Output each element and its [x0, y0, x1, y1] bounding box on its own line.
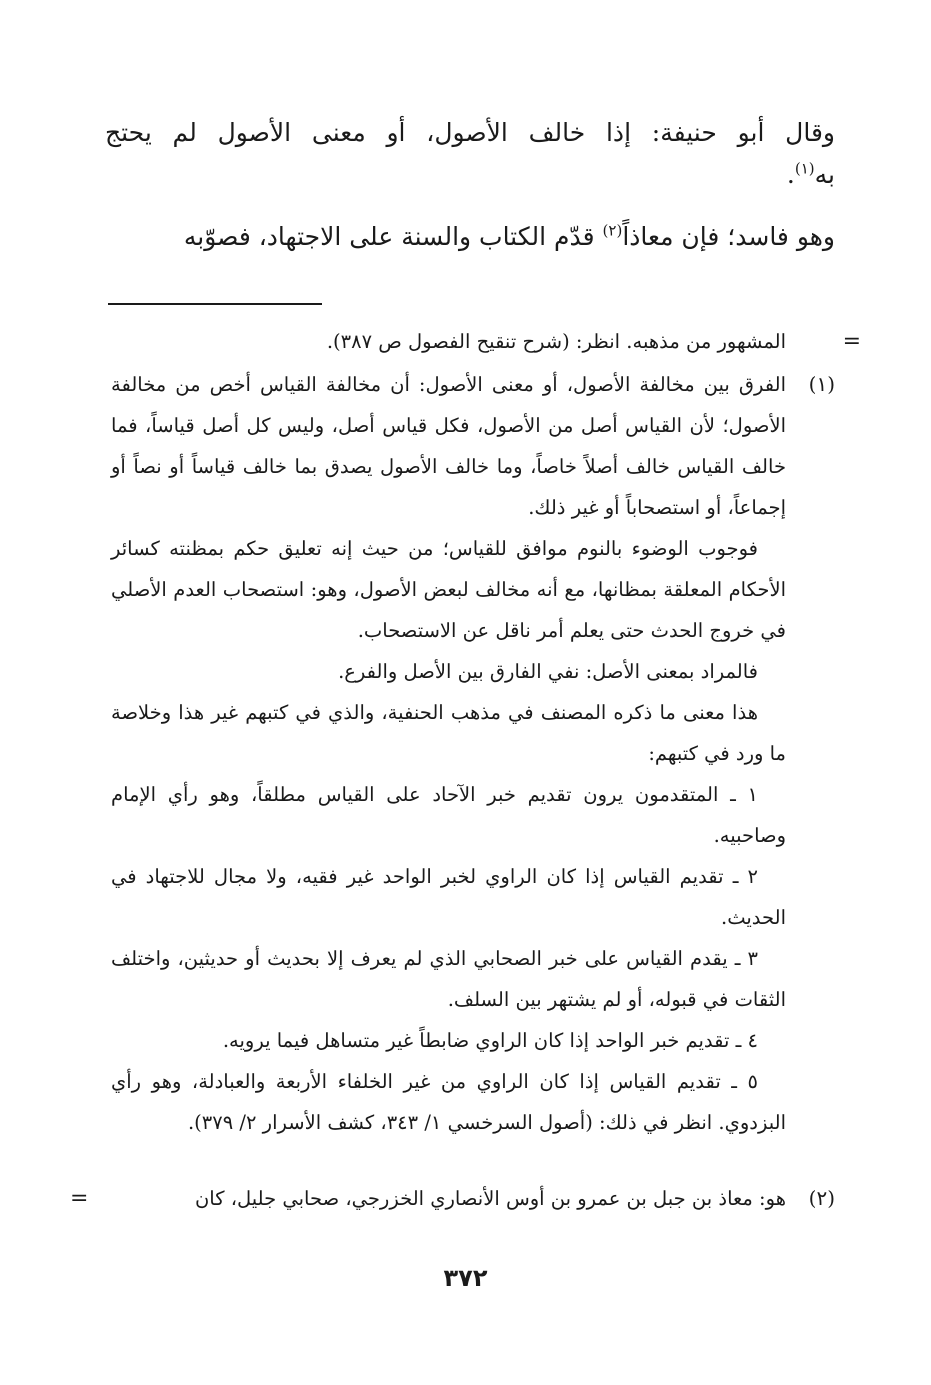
- main-text-line-1: وقال أبو حنيفة: إذا خالف الأصول، أو معنى الأصول لم يحتج: [105, 118, 835, 147]
- continuation-mark: =: [842, 329, 861, 354]
- main-text-line-3: [105, 222, 835, 252]
- footnote-1-item: ٣ ـ يقدم القياس على خبر الصحابي الذي لم يعرف إلا بحديث أو حديثين، واختلف الثقات في قبوله، أو لم يشتهر بين السلف.: [111, 947, 786, 1011]
- main-text-word: به: [814, 160, 835, 189]
- main-text-period: .: [786, 160, 795, 189]
- footnote-continuation: [111, 321, 786, 362]
- footnote-1-paragraph-3: فالمراد بمعنى الأصل: نفي الفارق بين الأصل والفرع.: [338, 660, 758, 683]
- footnote-separator: [108, 303, 322, 305]
- footnote-1-marker: (١): [808, 372, 835, 396]
- footnote-1-paragraph-4: هذا معنى ما ذكره المصنف في مذهب الحنفية، والذي في كتبهم غير هذا وخلاصة ما ورد في كتبهم:: [111, 701, 786, 765]
- footnote-1-paragraph-1: الفرق بين مخالفة الأصول، أو معنى الأصول: أن مخالفة القياس أخص من مخالفة الأصول؛ لأن القياس أصل من الأصول، فكل قياس أصل، وليس كل أصل قياساً، فما خالف القياس خالف أصلاً خاصاً، وما خالف الأصول يصدق بما خالف قياساً أو نصاً أو إجماعاً، أو استصحاباً أو غير ذلك.: [111, 373, 786, 519]
- footnote-ref-2[interactable]: (٢): [602, 221, 623, 240]
- continues-mark: =: [70, 1186, 89, 1211]
- main-text-segment-a: وهو فاسد؛ فإن معاذاً: [622, 222, 835, 251]
- footnote-1: [111, 364, 786, 1143]
- footnote-1-item: ٥ ـ تقديم القياس إذا كان الراوي من غير الخلفاء الأربعة والعبادلة، وهو رأي البزدوي. انظر في ذلك: (أصول السرخسي ١/ ٣٤٣، كشف الأسرار ٢/ ٣٧٩).: [111, 1070, 786, 1134]
- page-number: ٣٧٢: [443, 1264, 488, 1292]
- footnote-1-item: ٢ ـ تقديم القياس إذا كان الراوي لخبر الواحد غير فقيه، ولا مجال للاجتهاد في الحديث.: [111, 865, 786, 929]
- main-text-segment-b: قدّم الكتاب والسنة على الاجتهاد، فصوّبه: [183, 222, 603, 251]
- footnote-2-text: هو: معاذ بن جبل بن عمرو بن أوس الأنصاري الخزرجي، صحابي جليل، كان: [194, 1187, 786, 1210]
- footnote-2: [111, 1178, 786, 1219]
- footnote-1-paragraph-2: فوجوب الوضوء بالنوم موافق للقياس؛ من حيث إنه تعليق حكم بمظنته كسائر الأحكام المعلقة بمظانها، مع أنه مخالف لبعض الأصول، وهو: استصحاب العدم الأصلي في خروج الحدث حتى يعلم أمر ناقل عن الاستصحاب.: [111, 537, 786, 642]
- footnote-ref-1[interactable]: (١): [794, 159, 815, 178]
- main-text-line-2: [105, 160, 835, 190]
- footnote-1-item: ٤ ـ تقديم خبر الواحد إذا كان الراوي ضابطاً غير متساهل فيما يرويه.: [222, 1029, 758, 1052]
- footnote-continuation-text: المشهور من مذهبه. انظر: (شرح تنقيح الفصول ص ٣٨٧).: [326, 330, 786, 353]
- footnote-2-marker: (٢): [808, 1186, 835, 1210]
- footnote-1-item: ١ ـ المتقدمون يرون تقديم خبر الآحاد على القياس مطلقاً، وهو رأي الإمام وصاحبيه.: [111, 783, 786, 847]
